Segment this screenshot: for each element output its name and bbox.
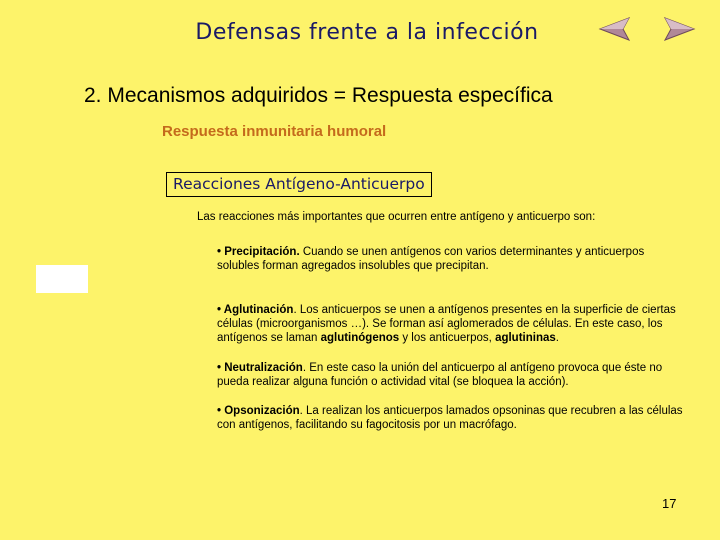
- slide-title: Defensas frente a la infección: [195, 20, 539, 45]
- section-heading: 2. Mecanismos adquiridos = Respuesta específica: [84, 84, 553, 107]
- term-agglutinogens: aglutinógenos: [320, 332, 400, 344]
- intro-text: Las reacciones más importantes que ocurren entre antígeno y anticuerpo son:: [197, 211, 596, 223]
- blank-white-box: [36, 265, 88, 293]
- list-item-text: . La realizan los anticuerpos lamados opsoninas que recubren a las células con antígenos, facilitando su fagocitosis por un macrófago.: [217, 405, 683, 431]
- list-item-term: • Neutralización: [217, 362, 303, 374]
- list-item-term: • Aglutinación: [217, 304, 294, 316]
- list-item-opsonization: [217, 404, 687, 432]
- list-item-text: .: [555, 332, 559, 344]
- topic-title-box: Reacciones Antígeno-Anticuerpo: [166, 172, 432, 197]
- arrow-left-icon: [598, 14, 632, 42]
- list-item-text: . En este caso la unión del anticuerpo al antígeno provoca que éste no pueda realizar alguna función o actividad vital (se bloquea la acción).: [217, 362, 663, 388]
- page-number: 17: [662, 496, 677, 511]
- list-item-term: • Precipitación.: [217, 246, 300, 258]
- list-item-text: Cuando se unen antígenos con varios determinantes y anticuerpos solubles forman agregados insolubles que precipitan.: [217, 246, 645, 272]
- arrow-right-icon: [662, 14, 696, 42]
- list-item-text: . Los anticuerpos se unen a antígenos presentes en la superficie de ciertas células (microorganismos …). Se forman así aglomerados de células. En este caso, los antígenos se laman: [217, 304, 676, 344]
- list-item-term: • Opsonización: [217, 405, 300, 417]
- term-agglutinins: aglutininas: [495, 332, 556, 344]
- list-item-agglutination: [217, 303, 687, 345]
- list-item-neutralization: [217, 361, 687, 389]
- previous-slide-button[interactable]: [598, 14, 632, 42]
- list-item-precipitation: [217, 245, 687, 273]
- subsection-heading: Respuesta inmunitaria humoral: [162, 123, 387, 140]
- list-item-text: y los anticuerpos,: [399, 332, 496, 344]
- next-slide-button[interactable]: [662, 14, 696, 42]
